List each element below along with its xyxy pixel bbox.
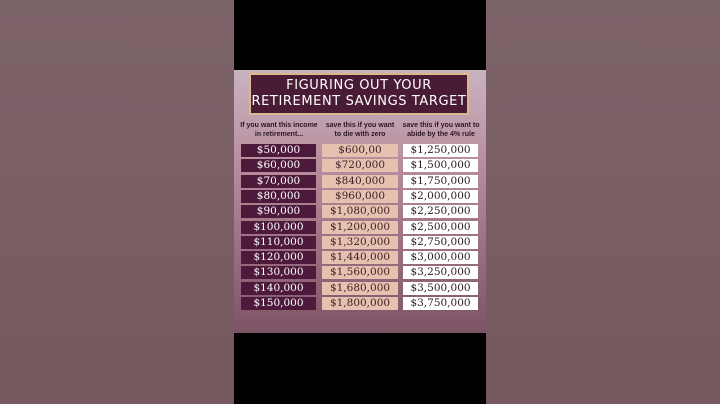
cell-die-with-zero: $720,000	[322, 159, 398, 172]
cell-die-with-zero: $1,320,000	[322, 236, 398, 249]
cell-income: $80,000	[241, 190, 316, 203]
title-line-2: RETIREMENT SAVINGS TARGET	[251, 94, 467, 109]
cell-die-with-zero: $1,560,000	[322, 266, 398, 279]
cell-income: $50,000	[241, 144, 316, 157]
cell-income: $120,000	[241, 251, 316, 264]
cell-four-percent: $2,500,000	[403, 221, 478, 234]
title-banner	[249, 73, 469, 115]
header-die-with-zero: save this if you want to die with zero	[325, 122, 395, 138]
cell-four-percent: $2,250,000	[403, 205, 478, 218]
cell-die-with-zero: $600,00	[322, 144, 398, 157]
cell-die-with-zero: $1,080,000	[322, 205, 398, 218]
cell-four-percent: $2,000,000	[403, 190, 478, 203]
left-blur-panel	[0, 0, 234, 404]
cell-income: $130,000	[241, 266, 316, 279]
title-line-1: FIGURING OUT YOUR	[286, 78, 432, 93]
cell-die-with-zero: $840,000	[322, 175, 398, 188]
cell-income: $90,000	[241, 205, 316, 218]
cell-income: $150,000	[241, 297, 316, 310]
cell-die-with-zero: $1,440,000	[322, 251, 398, 264]
cell-die-with-zero: $1,680,000	[322, 282, 398, 295]
cell-four-percent: $3,000,000	[403, 251, 478, 264]
cell-income: $140,000	[241, 282, 316, 295]
cell-income: $60,000	[241, 159, 316, 172]
cell-four-percent: $3,750,000	[403, 297, 478, 310]
cell-four-percent: $1,750,000	[403, 175, 478, 188]
cell-income: $110,000	[241, 236, 316, 249]
right-blur-panel	[486, 0, 720, 404]
cell-die-with-zero: $960,000	[322, 190, 398, 203]
header-four-percent: save this if you want to abide by the 4% rule	[402, 122, 480, 138]
cell-four-percent: $3,500,000	[403, 282, 478, 295]
cell-four-percent: $2,750,000	[403, 236, 478, 249]
cell-four-percent: $3,250,000	[403, 266, 478, 279]
cell-four-percent: $1,500,000	[403, 159, 478, 172]
cell-four-percent: $1,250,000	[403, 144, 478, 157]
header-income: If you want this income in retirement...	[240, 122, 318, 138]
cell-income: $70,000	[241, 175, 316, 188]
cell-die-with-zero: $1,200,000	[322, 221, 398, 234]
cell-income: $100,000	[241, 221, 316, 234]
cell-die-with-zero: $1,800,000	[322, 297, 398, 310]
